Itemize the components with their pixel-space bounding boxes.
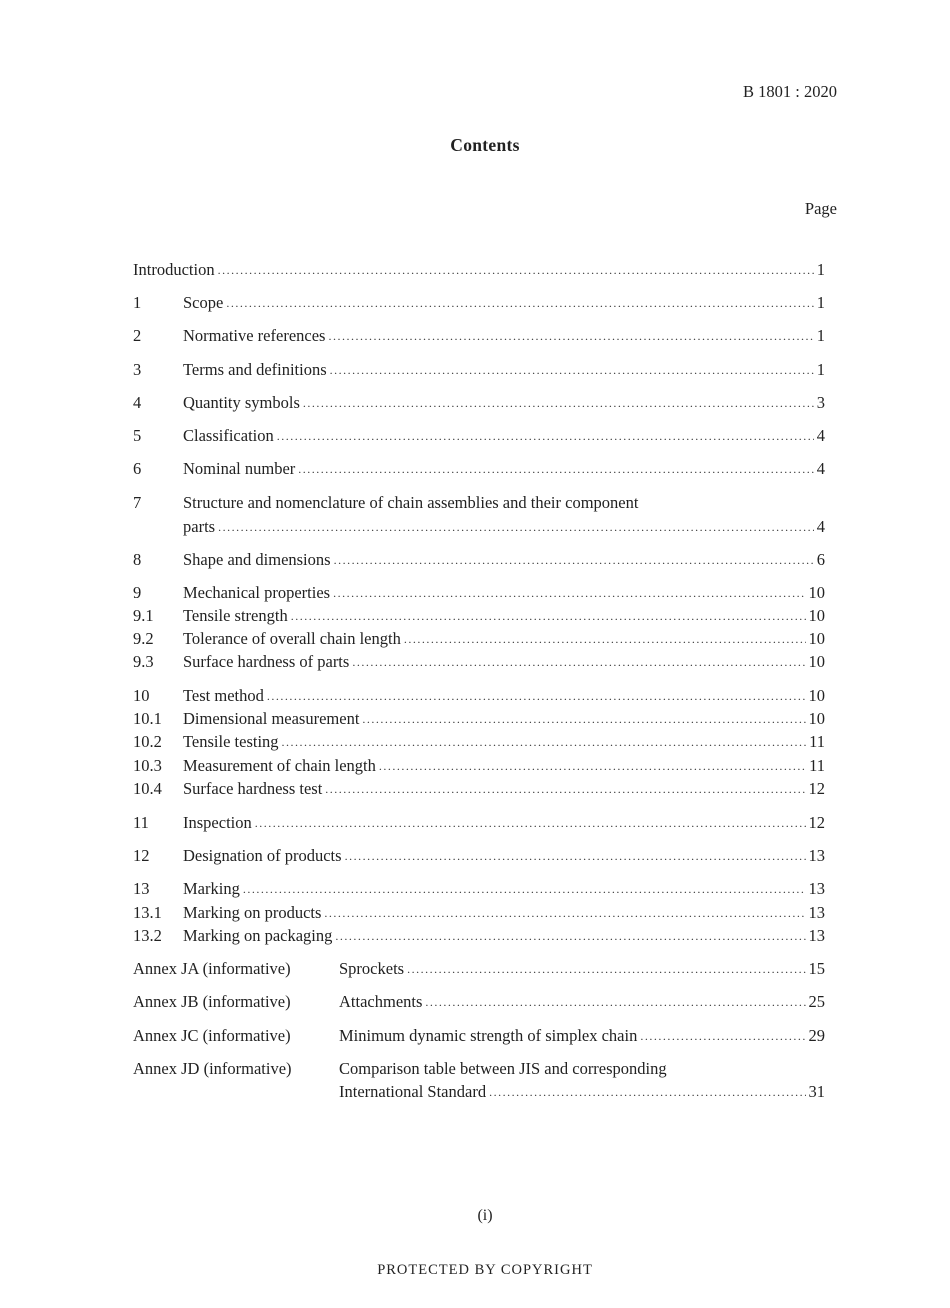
leader-dots xyxy=(291,604,806,627)
toc-entry-text: Quantity symbols xyxy=(183,393,300,412)
leader-dots xyxy=(325,777,805,800)
toc-entry[interactable] xyxy=(133,292,825,314)
leader-dots xyxy=(489,1080,805,1103)
toc-entry[interactable] xyxy=(133,812,825,834)
toc-entry[interactable] xyxy=(133,708,825,730)
toc-entry-page: 25 xyxy=(808,992,825,1011)
page-column-header: Page xyxy=(804,199,837,218)
toc-entry-number: 10.4 xyxy=(133,779,162,798)
leader-dots xyxy=(267,684,806,707)
toc-entry-number: 9 xyxy=(133,583,142,602)
toc-entry-page: 31 xyxy=(808,1082,825,1101)
toc-entry[interactable] xyxy=(133,925,825,947)
toc-entry[interactable] xyxy=(133,902,825,924)
toc-entry[interactable] xyxy=(133,458,825,480)
toc-entry-text: Designation of products xyxy=(183,846,342,865)
toc-entry[interactable] xyxy=(133,651,825,673)
leader-dots xyxy=(303,391,814,414)
leader-dots xyxy=(324,901,805,924)
toc-entry-page: 1 xyxy=(816,260,825,279)
toc-entry[interactable] xyxy=(133,392,825,414)
toc-entry[interactable] xyxy=(133,845,825,867)
toc-entry-text: Marking on products xyxy=(183,903,322,922)
toc-entry-text: parts xyxy=(183,517,216,536)
toc-entry-text: Normative references xyxy=(183,326,326,345)
toc-entry-number: 9.3 xyxy=(133,652,154,671)
toc-entry-text: Shape and dimensions xyxy=(183,550,331,569)
leader-dots xyxy=(362,707,805,730)
toc-entry-number: 3 xyxy=(133,360,142,379)
toc-entry-text: Tensile testing xyxy=(183,732,279,751)
leader-dots xyxy=(345,844,806,867)
toc-entry-text: Tolerance of overall chain length xyxy=(183,629,401,648)
toc-annex-entry[interactable] xyxy=(133,991,825,1013)
toc-entry-text: Structure and nomenclature of chain assemblies and their component xyxy=(183,493,639,512)
toc-entry-page: 4 xyxy=(816,426,825,445)
toc-entry-number: 13.1 xyxy=(133,903,162,922)
toc-entry-number: 9.1 xyxy=(133,606,154,625)
annex-label: Annex JD (informative) xyxy=(133,1059,292,1078)
toc-entry[interactable] xyxy=(133,778,825,800)
toc-entry-page: 11 xyxy=(809,732,825,751)
leader-dots xyxy=(255,811,806,834)
leader-dots xyxy=(328,324,813,347)
leader-dots xyxy=(335,924,805,947)
toc-entry-number: 10.1 xyxy=(133,709,162,728)
copyright-notice: PROTECTED BY COPYRIGHT xyxy=(377,1262,593,1278)
leader-dots xyxy=(282,730,807,753)
toc-annex-entry[interactable] xyxy=(133,1025,825,1047)
toc-entry-text: Tensile strength xyxy=(183,606,288,625)
leader-dots xyxy=(277,424,814,447)
leader-dots xyxy=(334,548,814,571)
page-title: Contents xyxy=(450,135,520,155)
toc-entry[interactable] xyxy=(133,359,825,381)
toc-entry-text: Test method xyxy=(183,686,264,705)
toc-entry[interactable] xyxy=(133,582,825,604)
toc-entry-page: 10 xyxy=(808,629,825,648)
leader-dots xyxy=(226,291,813,314)
toc-entry-introduction[interactable] xyxy=(133,259,825,281)
leader-dots xyxy=(640,1024,805,1047)
toc-entry-text: Surface hardness test xyxy=(183,779,323,798)
leader-dots xyxy=(298,457,813,480)
toc-entry-text: International Standard xyxy=(339,1082,487,1101)
toc-entry[interactable] xyxy=(133,492,825,514)
toc-entry-page: 4 xyxy=(816,459,825,478)
toc-entry-page: 13 xyxy=(808,846,825,865)
toc-entry-number: 1 xyxy=(133,293,142,312)
toc-entry-number: 13.2 xyxy=(133,926,162,945)
toc-entry-text: Dimensional measurement xyxy=(183,709,360,728)
toc-entry-page: 13 xyxy=(808,879,825,898)
toc-entry-text: Comparison table between JIS and corresponding xyxy=(339,1059,667,1078)
toc-entry-text: Terms and definitions xyxy=(183,360,327,379)
toc-entry-page: 1 xyxy=(816,293,825,312)
toc-entry[interactable] xyxy=(133,425,825,447)
toc-entry-page: 11 xyxy=(809,756,825,775)
toc-entry[interactable] xyxy=(133,325,825,347)
toc-entry-text: Inspection xyxy=(183,813,252,832)
toc-entry-page: 1 xyxy=(816,360,825,379)
leader-dots xyxy=(243,877,806,900)
toc-entry[interactable] xyxy=(133,549,825,571)
toc-entry-number: 6 xyxy=(133,459,142,478)
toc-entry-page: 10 xyxy=(808,606,825,625)
document-id: B 1801 : 2020 xyxy=(743,82,837,101)
toc-annex-entry[interactable] xyxy=(133,958,825,980)
toc-entry-page: 1 xyxy=(816,326,825,345)
leader-dots xyxy=(379,754,806,777)
leader-dots xyxy=(218,515,814,538)
toc-entry[interactable] xyxy=(133,628,825,650)
toc-entry-text: Marking on packaging xyxy=(183,926,333,945)
toc-entry-number: 8 xyxy=(133,550,142,569)
toc-annex-entry[interactable] xyxy=(133,1058,825,1080)
toc-entry-text: Marking xyxy=(183,879,240,898)
toc-entry-page: 12 xyxy=(808,813,825,832)
toc-entry-text: Attachments xyxy=(339,992,423,1011)
toc-entry-text: Introduction xyxy=(133,260,215,279)
toc-entry-number: 10 xyxy=(133,686,150,705)
leader-dots xyxy=(407,957,805,980)
toc-entry-number: 11 xyxy=(133,813,149,832)
leader-dots xyxy=(333,581,805,604)
annex-label: Annex JB (informative) xyxy=(133,992,291,1011)
toc-entry-number: 9.2 xyxy=(133,629,154,648)
toc-entry-page: 13 xyxy=(808,926,825,945)
toc-entry-page: 15 xyxy=(808,959,825,978)
toc-entry-text: Measurement of chain length xyxy=(183,756,376,775)
toc-entry-number: 5 xyxy=(133,426,142,445)
toc-entry-continuation[interactable] xyxy=(133,516,825,538)
toc-entry-number: 7 xyxy=(133,493,142,512)
toc-entry-number: 4 xyxy=(133,393,142,412)
toc-annex-continuation[interactable] xyxy=(133,1081,825,1103)
toc-entry[interactable] xyxy=(133,755,825,777)
toc-entry-text: Minimum dynamic strength of simplex chain xyxy=(339,1026,638,1045)
toc-entry-page: 10 xyxy=(808,686,825,705)
toc-entry-text: Sprockets xyxy=(339,959,405,978)
page-number: (i) xyxy=(477,1207,493,1224)
annex-label: Annex JA (informative) xyxy=(133,959,291,978)
leader-dots xyxy=(425,990,805,1013)
toc-entry-number: 10.3 xyxy=(133,756,162,775)
toc-entry-page: 13 xyxy=(808,903,825,922)
toc-entry-page: 4 xyxy=(816,517,825,536)
leader-dots xyxy=(218,258,814,281)
toc-entry-number: 10.2 xyxy=(133,732,162,751)
toc-entry-text: Nominal number xyxy=(183,459,296,478)
toc-entry-number: 12 xyxy=(133,846,150,865)
leader-dots xyxy=(404,627,806,650)
toc-entry-text: Surface hardness of parts xyxy=(183,652,350,671)
annex-label: Annex JC (informative) xyxy=(133,1026,291,1045)
toc-entry[interactable] xyxy=(133,731,825,753)
toc-entry-text: Mechanical properties xyxy=(183,583,331,602)
toc-entry-page: 6 xyxy=(816,550,825,569)
toc-entry-text: Classification xyxy=(183,426,274,445)
toc-entry-number: 13 xyxy=(133,879,150,898)
toc-entry[interactable] xyxy=(133,605,825,627)
leader-dots xyxy=(330,358,814,381)
leader-dots xyxy=(352,650,805,673)
toc-entry-number: 2 xyxy=(133,326,142,345)
toc-entry-page: 29 xyxy=(808,1026,825,1045)
toc-entry-page: 10 xyxy=(808,583,825,602)
toc-entry-page: 10 xyxy=(808,709,825,728)
toc-entry[interactable] xyxy=(133,878,825,900)
toc-entry-page: 3 xyxy=(816,393,825,412)
toc-entry-page: 12 xyxy=(808,779,825,798)
toc-entry[interactable] xyxy=(133,685,825,707)
toc-entry-page: 10 xyxy=(808,652,825,671)
toc-entry-text: Scope xyxy=(183,293,224,312)
